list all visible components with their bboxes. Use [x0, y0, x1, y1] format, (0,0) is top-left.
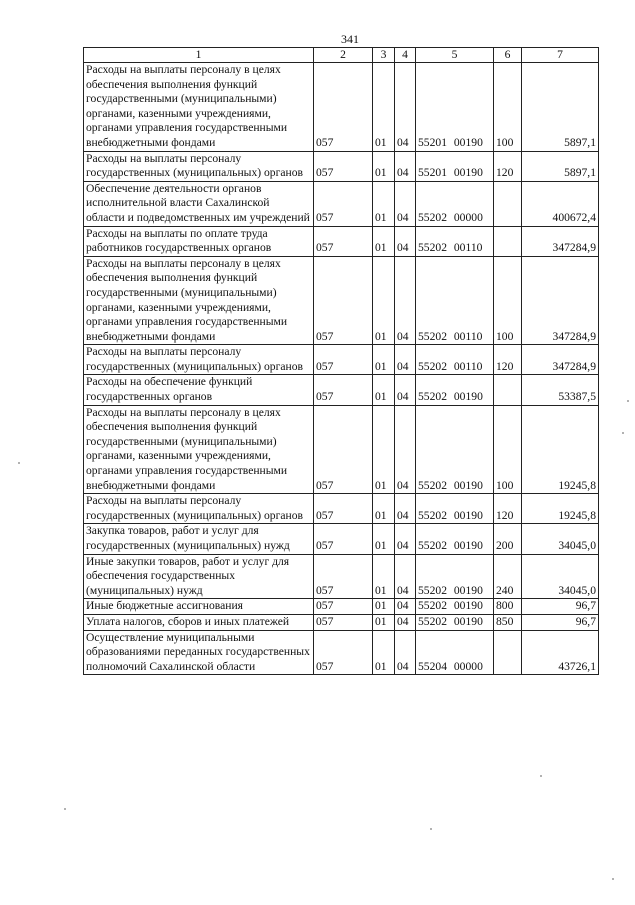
table-row [84, 345, 599, 375]
row-section-cell: 01 [373, 375, 395, 405]
row-sum-cell: 19245,8 [522, 405, 599, 494]
row-sum-cell: 34045,0 [522, 554, 599, 599]
row-subsection-cell: 04 [395, 181, 416, 226]
row-sum-cell: 34045,0 [522, 524, 599, 554]
column-header: 4 [395, 48, 416, 63]
row-subsection-cell: 04 [395, 599, 416, 615]
table-row [84, 524, 599, 554]
row-sum-cell: 96,7 [522, 614, 599, 630]
row-type-cell: 200 [494, 524, 522, 554]
row-section-cell: 01 [373, 405, 395, 494]
row-type-cell: 800 [494, 599, 522, 615]
table-row [84, 614, 599, 630]
row-sum-cell: 53387,5 [522, 375, 599, 405]
row-target-cell: 55202 00190 [416, 524, 494, 554]
row-name-cell: Расходы на выплаты по оплате труда работников государственных органов [84, 226, 314, 256]
row-sum-cell: 5897,1 [522, 63, 599, 152]
scan-speck [64, 808, 66, 810]
row-name-cell: Уплата налогов, сборов и иных платежей [84, 614, 314, 630]
column-header: 5 [416, 48, 494, 63]
row-type-cell: 100 [494, 63, 522, 152]
column-header: 1 [84, 48, 314, 63]
table-body [84, 63, 599, 675]
budget-table [83, 47, 599, 675]
row-section-cell: 01 [373, 63, 395, 152]
row-target-cell: 55202 00190 [416, 405, 494, 494]
row-section-cell: 01 [373, 524, 395, 554]
row-name-cell: Расходы на выплаты персоналу государственных (муниципальных) органов [84, 494, 314, 524]
row-sum-cell: 347284,9 [522, 226, 599, 256]
row-sum-cell: 347284,9 [522, 256, 599, 345]
row-name-cell: Обеспечение деятельности органов исполнительной власти Сахалинской области и подведомственных им учреждений [84, 181, 314, 226]
row-admin-cell: 057 [314, 554, 373, 599]
column-header: 6 [494, 48, 522, 63]
scan-speck [430, 828, 432, 830]
row-sum-cell: 19245,8 [522, 494, 599, 524]
row-admin-cell: 057 [314, 226, 373, 256]
row-type-cell [494, 226, 522, 256]
row-subsection-cell: 04 [395, 630, 416, 675]
row-target-cell: 55202 00190 [416, 614, 494, 630]
scan-speck [627, 400, 629, 402]
row-target-cell: 55202 00190 [416, 599, 494, 615]
row-admin-cell: 057 [314, 599, 373, 615]
row-name-cell: Расходы на выплаты персоналу в целях обеспечения выполнения функций государственными (муниципальными) органами, казенными учреждениями, органами управления государственными внебюджетными фондами [84, 63, 314, 152]
row-section-cell: 01 [373, 599, 395, 615]
row-sum-cell: 96,7 [522, 599, 599, 615]
row-target-cell: 55201 00190 [416, 63, 494, 152]
row-type-cell: 120 [494, 494, 522, 524]
row-section-cell: 01 [373, 630, 395, 675]
row-subsection-cell: 04 [395, 524, 416, 554]
row-subsection-cell: 04 [395, 494, 416, 524]
row-target-cell: 55204 00000 [416, 630, 494, 675]
table-row [84, 63, 599, 152]
row-section-cell: 01 [373, 181, 395, 226]
row-admin-cell: 057 [314, 494, 373, 524]
table-row [84, 226, 599, 256]
table-row [84, 256, 599, 345]
row-type-cell [494, 630, 522, 675]
row-sum-cell: 43726,1 [522, 630, 599, 675]
scan-speck [622, 432, 624, 434]
row-section-cell: 01 [373, 554, 395, 599]
row-subsection-cell: 04 [395, 226, 416, 256]
row-type-cell: 120 [494, 151, 522, 181]
page-number: 341 [341, 32, 359, 46]
table-row [84, 630, 599, 675]
row-target-cell: 55202 00000 [416, 181, 494, 226]
row-section-cell: 01 [373, 151, 395, 181]
row-name-cell: Расходы на выплаты персоналу государственных (муниципальных) органов [84, 345, 314, 375]
row-admin-cell: 057 [314, 375, 373, 405]
row-type-cell: 240 [494, 554, 522, 599]
row-target-cell: 55202 00190 [416, 554, 494, 599]
row-subsection-cell: 04 [395, 151, 416, 181]
table-row [84, 181, 599, 226]
row-subsection-cell: 04 [395, 375, 416, 405]
column-header: 3 [373, 48, 395, 63]
row-subsection-cell: 04 [395, 614, 416, 630]
table-row [84, 554, 599, 599]
table-row [84, 375, 599, 405]
row-section-cell: 01 [373, 226, 395, 256]
row-type-cell [494, 375, 522, 405]
row-name-cell: Расходы на выплаты персоналу государственных (муниципальных) органов [84, 151, 314, 181]
row-subsection-cell: 04 [395, 345, 416, 375]
row-target-cell: 55202 00190 [416, 375, 494, 405]
row-admin-cell: 057 [314, 151, 373, 181]
row-admin-cell: 057 [314, 405, 373, 494]
row-sum-cell: 347284,9 [522, 345, 599, 375]
row-name-cell: Расходы на выплаты персоналу в целях обеспечения выполнения функций государственными (муниципальными) органами, казенными учреждениями, органами управления государственными внебюджетными фондами [84, 256, 314, 345]
row-target-cell: 55202 00110 [416, 226, 494, 256]
row-section-cell: 01 [373, 345, 395, 375]
row-target-cell: 55202 00110 [416, 345, 494, 375]
table-row [84, 494, 599, 524]
row-type-cell: 120 [494, 345, 522, 375]
row-type-cell: 850 [494, 614, 522, 630]
row-subsection-cell: 04 [395, 554, 416, 599]
row-type-cell: 100 [494, 405, 522, 494]
scan-speck [18, 462, 20, 464]
table-row [84, 405, 599, 494]
row-admin-cell: 057 [314, 181, 373, 226]
row-section-cell: 01 [373, 614, 395, 630]
row-section-cell: 01 [373, 494, 395, 524]
row-section-cell: 01 [373, 256, 395, 345]
row-sum-cell: 5897,1 [522, 151, 599, 181]
row-subsection-cell: 04 [395, 405, 416, 494]
row-target-cell: 55202 00110 [416, 256, 494, 345]
row-sum-cell: 400672,4 [522, 181, 599, 226]
row-target-cell: 55201 00190 [416, 151, 494, 181]
row-admin-cell: 057 [314, 63, 373, 152]
row-type-cell [494, 181, 522, 226]
row-name-cell: Закупка товаров, работ и услуг для государственных (муниципальных) нужд [84, 524, 314, 554]
table-row [84, 151, 599, 181]
row-type-cell: 100 [494, 256, 522, 345]
row-name-cell: Расходы на обеспечение функций государственных органов [84, 375, 314, 405]
row-admin-cell: 057 [314, 630, 373, 675]
row-target-cell: 55202 00190 [416, 494, 494, 524]
row-admin-cell: 057 [314, 256, 373, 345]
row-name-cell: Осуществление муниципальными образованиями переданных государственных полномочий Сахалинской области [84, 630, 314, 675]
scan-speck [540, 775, 542, 777]
row-subsection-cell: 04 [395, 256, 416, 345]
column-header: 2 [314, 48, 373, 63]
row-name-cell: Иные закупки товаров, работ и услуг для обеспечения государственных (муниципальных) нужд [84, 554, 314, 599]
column-header: 7 [522, 48, 599, 63]
row-name-cell: Расходы на выплаты персоналу в целях обеспечения выполнения функций государственными (муниципальными) органами, казенными учреждениями, органами управления государственными внебюджетными фондами [84, 405, 314, 494]
header-row [84, 48, 599, 63]
scan-speck [612, 878, 614, 880]
row-admin-cell: 057 [314, 524, 373, 554]
row-name-cell: Иные бюджетные ассигнования [84, 599, 314, 615]
table-row [84, 599, 599, 615]
row-subsection-cell: 04 [395, 63, 416, 152]
row-admin-cell: 057 [314, 614, 373, 630]
row-admin-cell: 057 [314, 345, 373, 375]
